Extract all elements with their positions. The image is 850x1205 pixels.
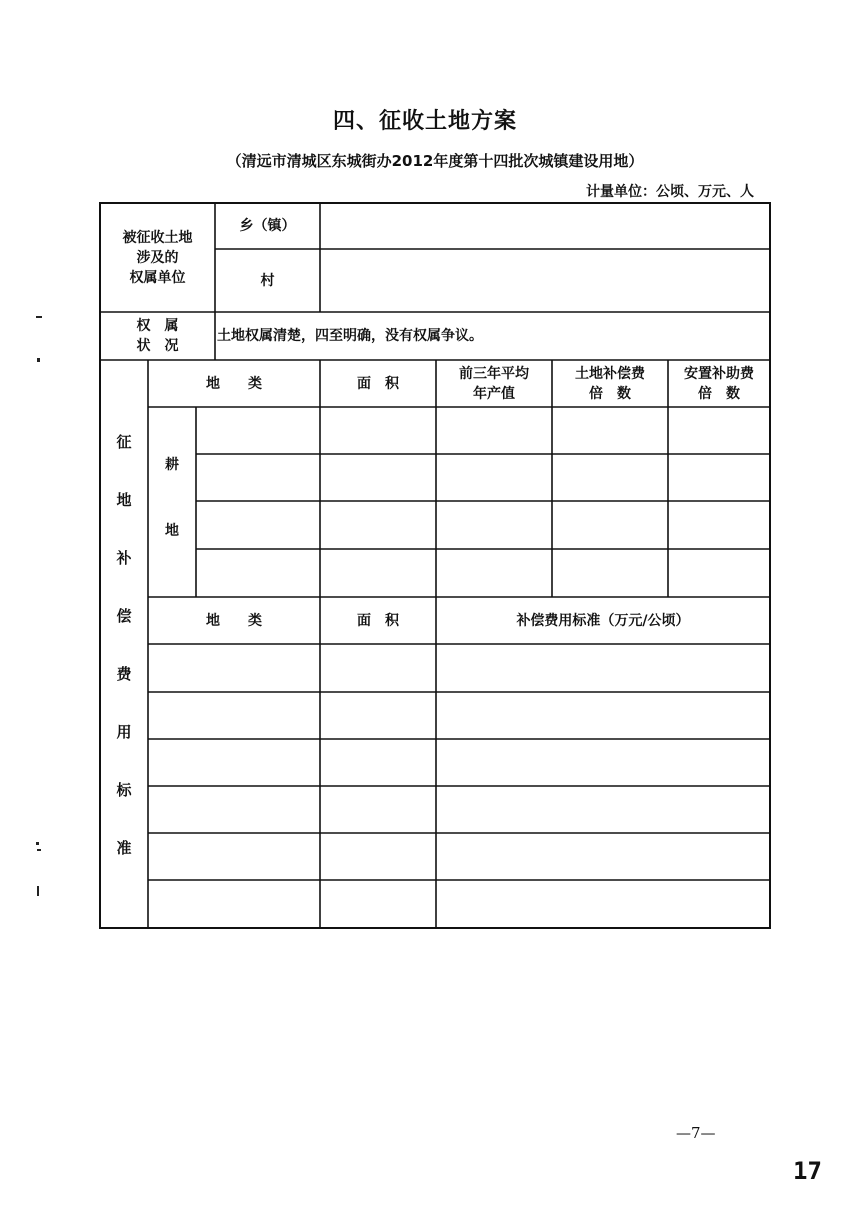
header-area: 面 积	[357, 375, 399, 392]
page-subtitle: （清远市清城区东城街办2012年度第十四批次城镇建设用地）	[226, 152, 644, 170]
page-number: —7—	[676, 1124, 716, 1142]
scan-mark	[37, 849, 41, 851]
header-resettlement-multiple: 安置补助费 倍 数	[684, 365, 754, 402]
header-avg-annual-output: 前三年平均 年产值	[459, 365, 529, 402]
township-label: 乡（镇）	[239, 218, 296, 234]
vertical-char: 费	[116, 665, 132, 683]
expropriated-owner-label: 被征收土地 涉及的 权属单位	[122, 229, 193, 286]
vertical-char: 准	[116, 839, 132, 857]
compensation-standard-label	[100, 433, 148, 857]
vertical-char: 用	[116, 723, 132, 741]
header2-area: 面 积	[357, 612, 399, 629]
header2-compensation-standard: 补偿费用标准（万元/公顷）	[516, 612, 690, 629]
village-label: 村	[260, 272, 275, 289]
measurement-unit: 计量单位：公顷、万元、人	[586, 184, 754, 200]
cultivated-land-char: 耕	[165, 457, 179, 473]
scan-mark	[36, 316, 42, 318]
township-value	[320, 203, 770, 249]
header-land-compensation-multiple: 土地补偿费 倍 数	[575, 365, 645, 402]
scan-mark	[37, 358, 40, 362]
vertical-char: 地	[116, 491, 132, 509]
village-value	[320, 249, 770, 312]
scan-mark	[36, 842, 39, 845]
page-title: 四、征收土地方案	[332, 109, 517, 134]
ownership-status-text: 土地权属清楚，四至明确，没有权属争议。	[217, 328, 483, 344]
header2-land-type: 地 类	[206, 612, 262, 629]
cultivated-land-char: 地	[165, 523, 179, 539]
ownership-status-label: 权 属 状 况	[136, 318, 179, 354]
vertical-char: 偿	[116, 607, 132, 625]
vertical-char: 补	[116, 549, 132, 567]
vertical-char: 标	[116, 781, 132, 799]
scan-mark	[37, 886, 39, 896]
stamp-number: 17	[793, 1157, 822, 1185]
vertical-char: 征	[116, 433, 132, 451]
header-land-type: 地 类	[206, 375, 262, 392]
